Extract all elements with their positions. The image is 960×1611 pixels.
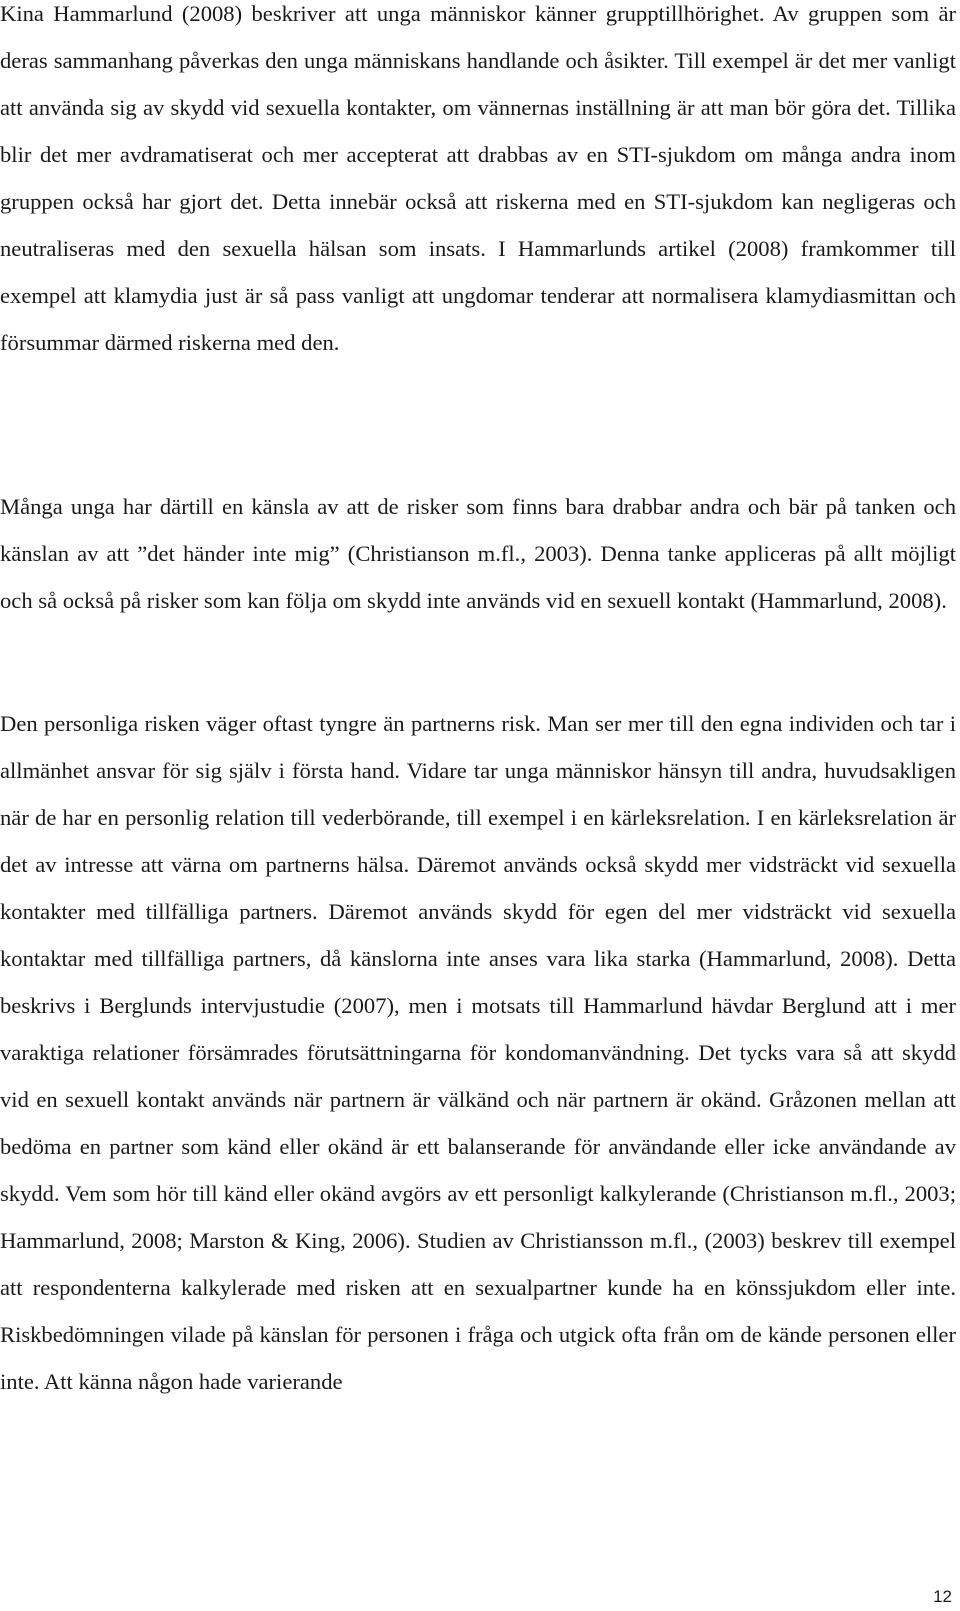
paragraph-risk-perception: Många unga har därtill en känsla av att de risker som finns bara drabbar andra och bär på tanken och känslan av att ”det händer inte mig” (Christianson m.fl., 2003). Denna tanke appliceras på allt möjligt och så också på risker som kan följa om skydd inte används vid en sexuell kontakt (Hammarlund, 2008). <box>0 494 956 613</box>
page-number: 12 <box>933 1587 952 1606</box>
paragraph-group-belonging: Kina Hammarlund (2008) beskriver att unga människor känner grupptillhörighet. Av gruppen som är deras sammanhang påverkas den unga människans handlande och åsikter. Till exempel är det mer vanligt att använda sig av skydd vid sexuella kontakter, om vännernas inställning är att man bör göra det. Tillika blir det mer avdramatiserat och mer accepterat att drabbas av en STI-sjukdom om många andra inom gruppen också har gjort det. Detta innebär också att riskerna med en STI-sjukdom kan negligeras och neutraliseras med den sexuella hälsan som insats. I Hammarlunds artikel (2008) framkommer till exempel att klamydia just är så pass vanligt att ungdomar tenderar att normalisera klamydiasmittan och försummar därmed riskerna med den. <box>0 1 956 355</box>
paragraph-personal-risk: Den personliga risken väger oftast tyngre än partnerns risk. Man ser mer till den egna individen och tar i allmänhet ansvar för sig själv i första hand. Vidare tar unga människor hänsyn till andra, huvudsakligen när de har en personlig relation till vederbörande, till exempel i en kärleksrelation. I en kärleksrelation är det av intresse att värna om partnerns hälsa. Däremot används också skydd mer vidsträckt vid sexuella kontakter med tillfälliga partners. Däremot används skydd för egen del mer vidsträckt vid sexuella kontaktar med tillfälliga partners, då känslorna inte anses vara lika starka (Hammarlund, 2008). Detta beskrivs i Berglunds intervjustudie (2007), men i motsats till Hammarlund hävdar Berglund att i mer varaktiga relationer försämrades förutsättningarna för kondomanvändning. Det tycks vara så att skydd vid en sexuell kontakt används när partnern är välkänd och när partnern är okänd. Gråzonen mellan att bedöma en partner som känd eller okänd är ett balanserande för användande eller icke användande av skydd. Vem som hör till känd eller okänd avgörs av ett personligt kalkylerande (Christianson m.fl., 2003; Hammarlund, 2008; Marston & King, 2006). Studien av Christiansson m.fl., (2003) beskrev till exempel att respondenterna kalkylerade med risken att en sexualpartner kunde ha en könssjukdom eller inte. Riskbedömningen vilade på känslan för personen i fråga och utgick ofta från om de kände personen eller inte. Att känna någon hade varierande <box>0 711 956 1394</box>
